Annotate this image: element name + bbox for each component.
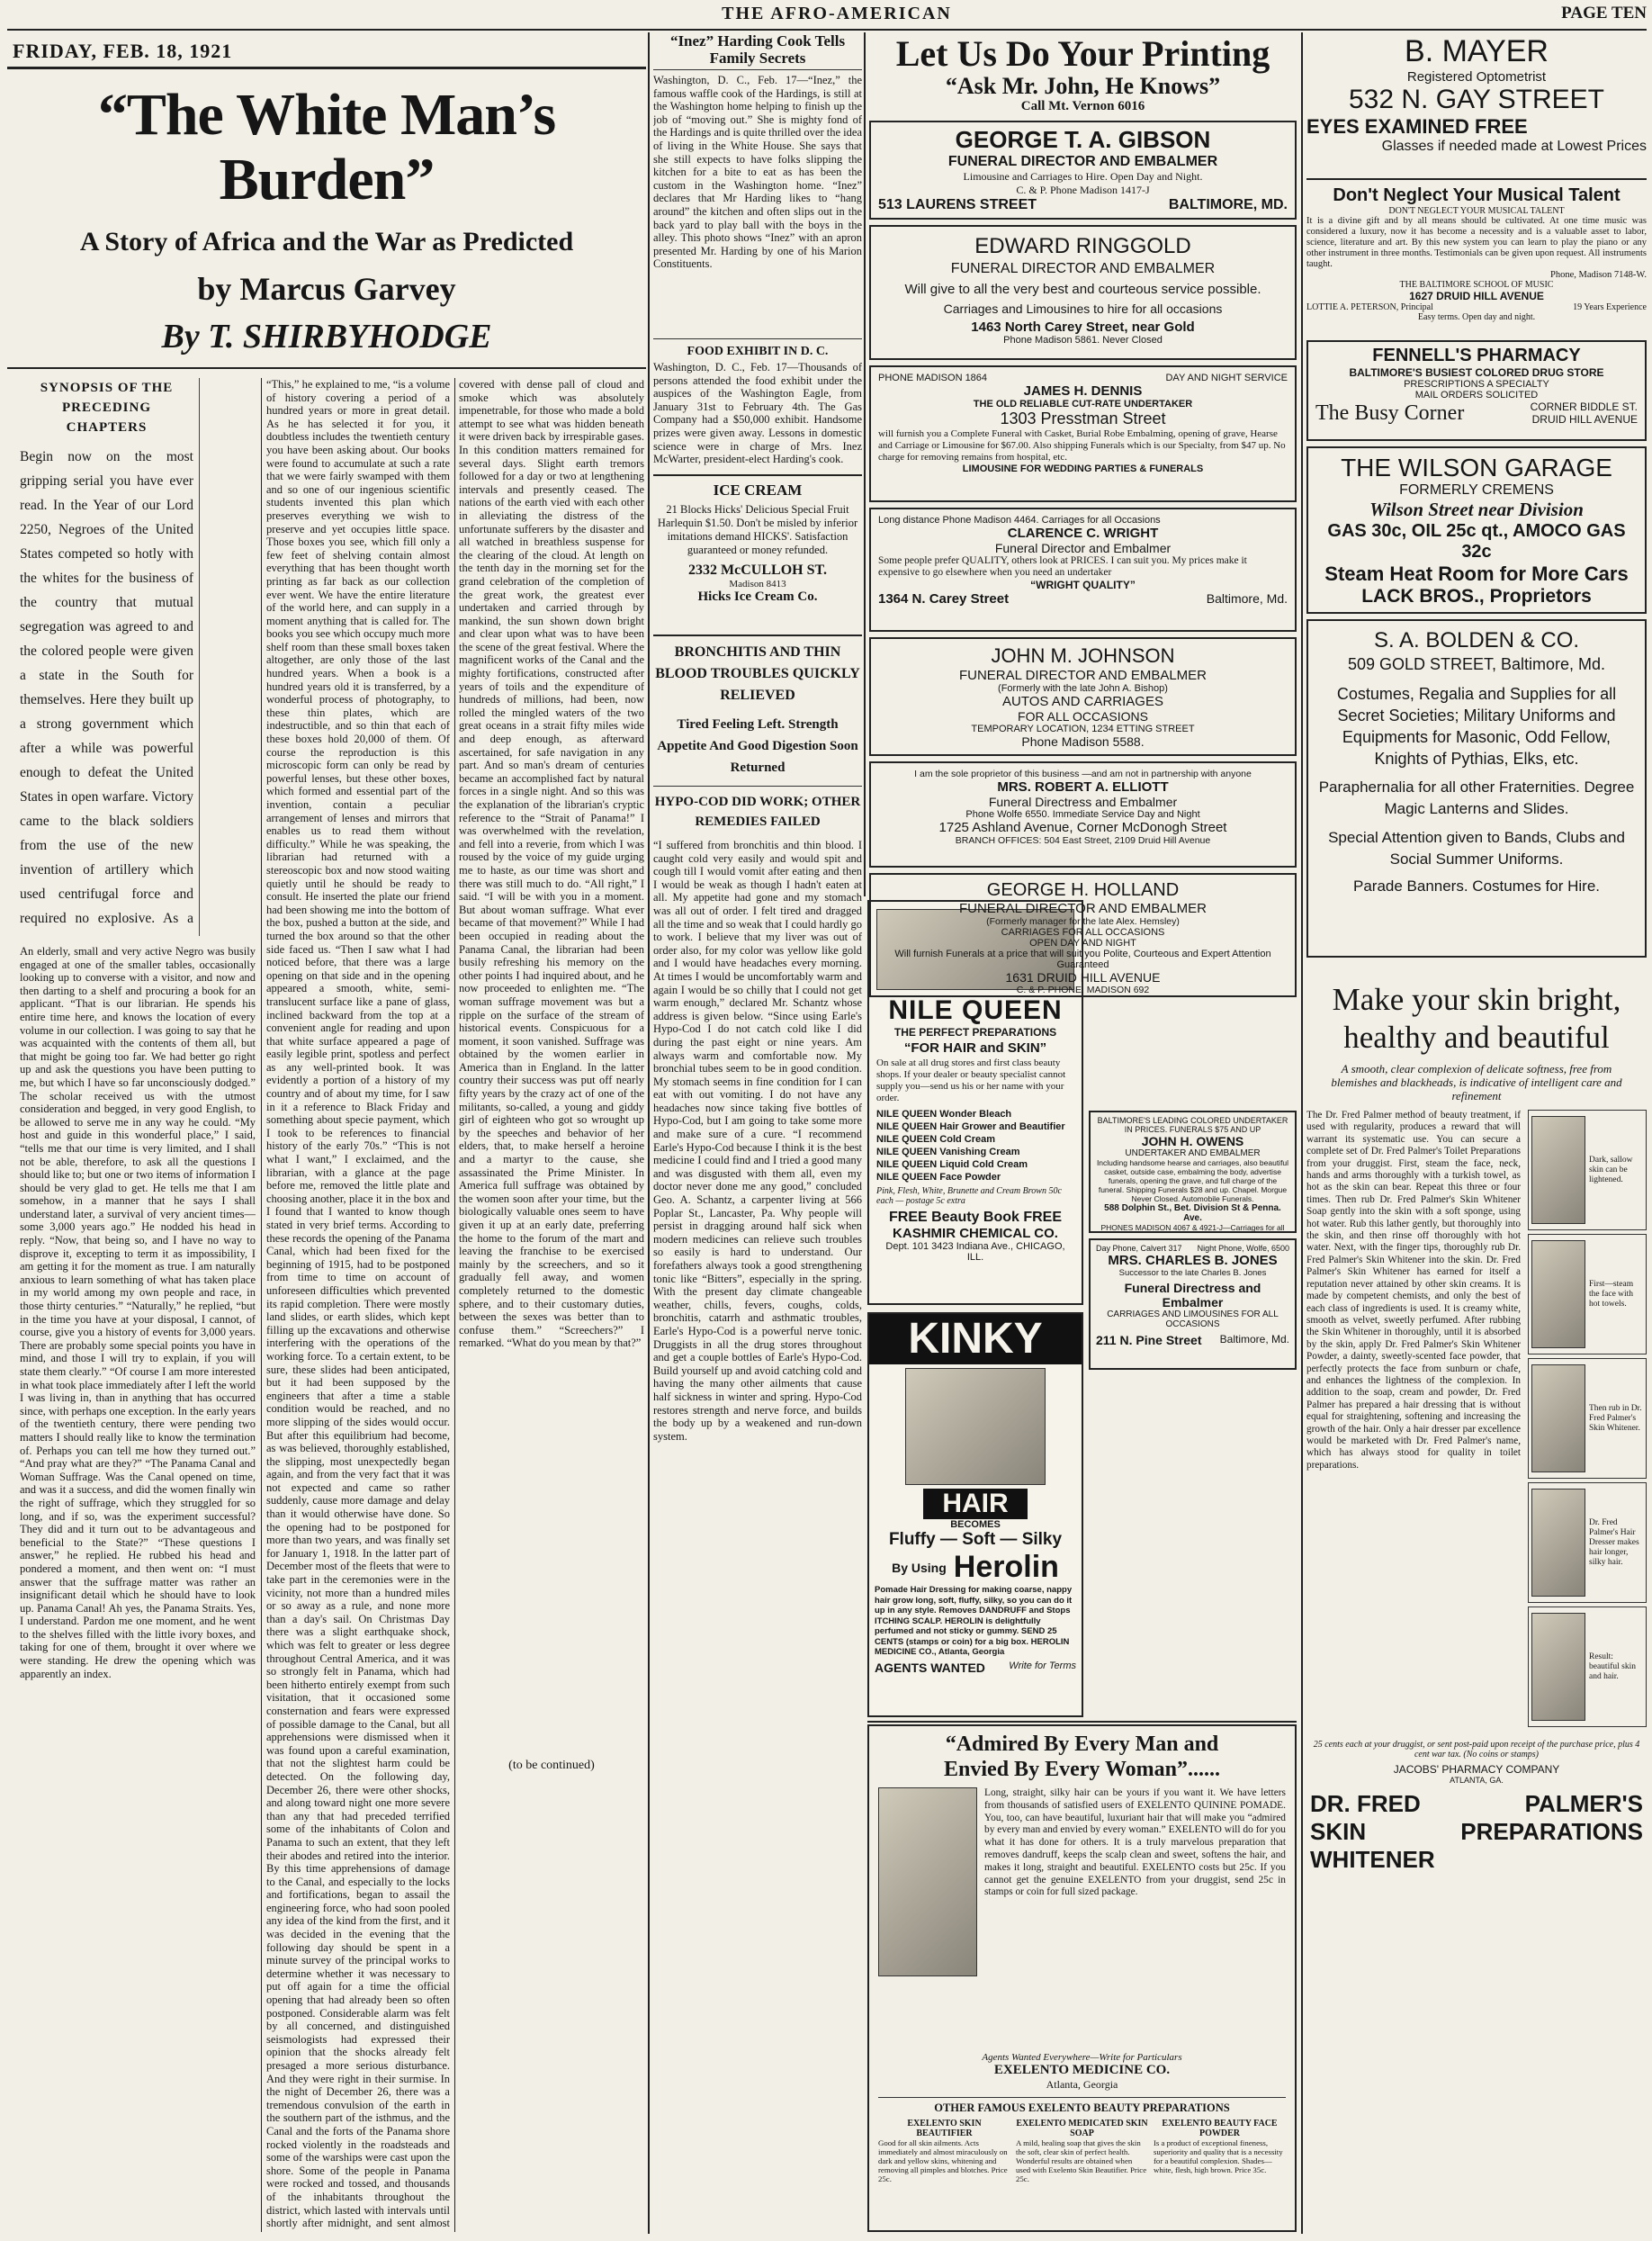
printing-title: Let Us Do Your Printing [895, 34, 1270, 74]
exelento-ad-box [867, 1724, 1297, 2232]
wilson-street: Wilson Street near Division [1369, 499, 1584, 520]
synopsis [20, 378, 200, 936]
ringgold-phone: Phone Madison 5861. Never Closed [1003, 335, 1163, 346]
fennell-ad [1306, 340, 1647, 441]
inez-article: Washington, D. C., Feb. 17—“Inez,” the famous waffle cook of the Hardings, is still at the Washington home helping to finish up the job of “moving out.” She is mighty fond of the Hardings and is quite thrilled over the idea of living in the White House. She says that she still expects to have folks slipping the kitchen for a bite to eat as has been the custom in the Washington home. “Inez” declares that Mr Harding likes to “hang around” the kitchen and often slips out in the back yard to play ball with the boys in the alley. This photo shows “Inez” with an apron presented Mr. Harding by one of his Marion Constituents. [653, 74, 862, 271]
gibson-city: BALTIMORE, MD. [1168, 197, 1288, 212]
jones-title: Funeral Directress and Embalmer [1124, 1281, 1261, 1310]
owens-ad [1089, 1111, 1297, 1233]
nile-queen-tagline: “FOR HAIR and SKIN” [903, 1040, 1047, 1056]
exelento-headline-1: “Admired By Every Man and [945, 1732, 1219, 1756]
wright-city: Baltimore, Md. [1206, 591, 1288, 606]
wilson-garage-ad [1306, 446, 1647, 614]
dennis-address: 1303 Presstman Street [1000, 410, 1166, 428]
fennell-prescriptions: PRESCRIPTIONS A SPECIALTY [1404, 379, 1549, 390]
ice-cream-phone: Madison 8413 [729, 579, 786, 590]
palmer-illustration [1528, 1234, 1647, 1354]
herolin-ad [867, 1312, 1083, 1717]
palmer-illustration [1528, 1358, 1647, 1479]
mayer-glasses: Glasses if needed made at Lowest Prices [1381, 139, 1647, 154]
ice-cream-company: Hicks Ice Cream Co. [697, 590, 818, 604]
palmer-illustration-caption: Dr. Fred Palmer's Hair Dresser makes hair longer, silky hair. [1589, 1517, 1639, 1567]
exelento-beautifier-text: Good for all skin ailments. Acts immediately and almost miraculously on dark and yellow skins, whitening and removing all pimples and blotches. Price 25c. [878, 2138, 1008, 2183]
owens-address: 588 Dolphin St., Bet. Division St & Penna. Ave. [1104, 1203, 1281, 1223]
ice-cream-text: 21 Blocks Hicks' Delicious Special Fruit Harlequin $1.50. Don't be misled by inferior imitations demand HICKS'. Satisfaction guaranteed or money refunded. [657, 503, 858, 556]
jones-name: MRS. CHARLES B. JONES [1108, 1253, 1278, 1268]
music-subhead: DON'T NEGLECT YOUR MUSICAL TALENT [1388, 206, 1565, 216]
gibson-hire: Limousine and Carriages to Hire. Open Day and Night. [963, 170, 1203, 183]
music-principal: LOTTIE A. PETERSON, Principal [1306, 302, 1433, 312]
wilson-gas: GAS 30c, OIL 25c qt., AMOCO GAS 32c [1327, 521, 1626, 562]
dennis-name: JAMES H. DENNIS [1023, 383, 1143, 399]
ringgold-service: Will give to all the very best and courteous service possible. [904, 282, 1261, 297]
ringgold-address: 1463 North Carey Street, near Gold [971, 320, 1195, 335]
jones-ad [1089, 1238, 1297, 1370]
johnson-occasions: FOR ALL OCCASIONS [1018, 709, 1148, 724]
wilson-name: THE WILSON GARAGE [1341, 454, 1612, 482]
exelento-powder-name: EXELENTO BEAUTY FACE POWDER [1162, 2119, 1278, 2138]
elliott-title: Funeral Directress and Embalmer [988, 795, 1178, 809]
exelento-company: EXELENTO MEDICINE CO. [993, 2063, 1171, 2077]
dennis-ad [869, 365, 1297, 502]
mayer-ad [1306, 34, 1647, 178]
nile-queen-product: NILE QUEEN Wonder Bleach [876, 1109, 1012, 1120]
dennis-limousine: LIMOUSINE FOR WEDDING PARTIES & FUNERALS [962, 464, 1204, 474]
dennis-phone: PHONE MADISON 1864 [878, 373, 988, 383]
news-column [653, 32, 862, 2234]
mayer-title: Registered Optometrist [1406, 69, 1547, 85]
herolin-agents: AGENTS WANTED [875, 1660, 985, 1675]
gibson-title: FUNERAL DIRECTOR AND EMBALMER [947, 154, 1218, 169]
funeral-column [869, 34, 1297, 1105]
exelento-portrait [878, 1787, 977, 1976]
owens-name: JOHN H. OWENS [1141, 1134, 1244, 1148]
story-subtitle: A Story of Africa and the War as Predicted [79, 227, 574, 256]
mayer-address: 532 N. GAY STREET [1349, 85, 1604, 114]
bronchitis-headline: BRONCHITIS AND THIN BLOOD TROUBLES QUICKLY RELIEVED [655, 644, 860, 703]
palmer-company: JACOBS' PHARMACY COMPANY [1393, 1763, 1560, 1776]
story-column-1: An elderly, small and very active Negro was busily engaged at one of the smaller tables, occasionally looking up to converse with a visitor, and now and then darting to a shelf and procuring a book for an applicant. “That is our librarian. He spends his entire time here, and knows the location of every volume in our collection. I was going to say that he was acquainted with the contents of them all, but that might be going too far. We had better go right up and ask the questions you have been putting to me, but which I have so far unconsciously dodged.” The scholar received us with the utmost consideration and begged, in very good English, to be allowed to serve me in any way he could. “My host and guide in this wonderful place,” I said, “tells me that our time is very limited, and I shall not be able, therefore, to ask all the questions I should like to; but one or two items of information I should be very glad to get. He tells me that I am somehow, in a manner that he says I shall understand later, a survival of very ancient times—some 3,000 years ago.” He nodded his head in reply. “Now, that being so, and I have no way to disprove it, excepting to term it as impossibility, I am getting it for the moment as true. I am naturally anxious to learn something of what has taken place in my world among my own people and race, in those thirty centuries.” “Naturally,” he replied, “but in the time you have at your disposal, I cannot, of course, give you a history of events for 3,000 years. There are probably some special points you have in mind, and those I will try to explain, if you will state them clearly.” “Of course I am more interested in what took place immediately after I left the world I was living in, than in anything that has occurred since, with perhaps one exception. In the early years of the twentieth century, there were pending two matters I should really like to know the termination of. Perhaps you can tell me how they turned out.” “And pray what are they?” “The Panama Canal and Woman Suffrage. Was the Canal opened on time, and was it a success, and did the women finally win the right of suffrage, which they struggled for so long, and if so, was the experiment successful? They did and it turn out to be advantageous and beneficial to the State?” “These questions I answer,” he replied. He rubbed his head and pondered a moment, and then went on: “I must answer that the suffrage matter was rather an insignificant detail which he should have to look up. Panama Canal! Ah yes, the Panama Straits. Yes, I understand. Pardon me one moment, and he went to the shelves filled with the little ivory boxes, and taking for one of them, brought it over where we were standing. He drew the opening which was apparently an index. [20, 945, 256, 1680]
holland-phone: C. & P. PHONE, MADISON 692 [1016, 985, 1150, 995]
palmer-illustration-image [1531, 1364, 1585, 1472]
printing-ad [869, 34, 1297, 119]
bronchitis-subhead: Tired Feeling Left. Strength Appetite And Good Digestion Soon Returned [657, 717, 858, 775]
music-text: It is a divine gift and by all means should be cultivated. At one time music was considered a luxury, now it has become a necessity and is a valuable asset to labor, science, literature and art. By this new system you can learn to play the piano or any other instrument in three months. Testimonials can be given upon request. All instruments taught. [1306, 216, 1647, 269]
music-phone: Phone, Madison 7148-W. [1550, 270, 1647, 280]
hypo-cod-testimonial: “I suffered from bronchitis and thin blood. I caught cold very easily and would spit and cough till I would vomit after eating and then I would be weak as though I hadn't eaten at all. My appetite had gone and my stomach was all out of order. I felt tired and dragged all the time and so weak that I could hardly go to work. I believe that my liver was out of order also, for my color was yellow like gold and I would have headaches every morning. At times I would be uncomfortably warm and again I would be so chilly that I could not get warm enough,” declared Mr. Schantz whose address is given below. “Since using Earle's Hypo-Cod I do not catch cold like I did during the past eight or nine years. Am always warm and comfortable now. My bronchial tubes seem to be in good condition. My stomach seems in fine condition for I can eat with out vomiting. I do not have any headaches now since taking five bottles of Hypo-Cod, but I am going to take some more and make sure of a cure. “I recommend Earle's Hypo-Cod because I think it is the best medicine I could find and I tried a good many and was disgusted with them all, even my doctor never done me any good,” concluded Geo. A. Schantz, a carpenter living at 566 Poplar St., Lancaster, Pa. Why people will persist in dragging around half sick when modern medicines can relieve such troubles so easily is hard to understand. Our forefathers always took a good strengthening tonic like “Bitters”, especially in the spring. With the present day climate changeable weather, chills, fevers, coughs, colds, bronchitis, catarrh and asthmatic troubles, Earle's Hypo-Cod is a powerful nerve tonic. Druggists in all the drug stores throughout and get a couple bottles of Earle's Hypo-Cod. Build yourself up and avoid catching cold and having the many other ailments that cause half sickness in winter and spring. Hypo-Cod restores strength and nerve force, and builds the body up by a weakened and run-down system. [653, 839, 862, 1443]
ringgold-name: EDWARD RINGGOLD [974, 234, 1191, 258]
bolden-address: 509 GOLD STREET, Baltimore, Md. [1347, 655, 1606, 673]
synopsis-text: Begin now on the most gripping serial you have ever read. In the Year of our Lord 2250, Negroes of the United States competed so hotly with the whites for the business of the country that mutual segregation was agreed to and the colored people were given a state in the South for themselves. Here they built up a strong government which after a while was powerful enough to defeat the United States in open warfare. Victory came to the black soldiers from the use of the new invention of artillery which used centrifugal force and required no explosive. As a [20, 449, 193, 926]
palmer-ad [1306, 981, 1647, 2205]
johnson-phone: Phone Madison 5588. [1021, 734, 1145, 749]
nile-queen-title: NILE QUEEN [888, 995, 1063, 1025]
kinky-fluffy: Fluffy — Soft — Silky [888, 1530, 1063, 1549]
nile-queen-products [876, 1108, 1074, 1184]
ice-cream-address: 2332 McCULLOH ST. [688, 562, 827, 578]
bolden-bands: Special Attention given to Bands, Clubs and Social Summer Uniforms. [1328, 829, 1625, 868]
palmer-brand-dr-fred: DR. FRED [1310, 1790, 1421, 1817]
gibson-name: GEORGE T. A. GIBSON [955, 126, 1211, 153]
palmer-brand-preparations: PREPARATIONS [1460, 1818, 1643, 1845]
exelento-agents: Agents Wanted Everywhere—Write for Particulars [982, 2052, 1182, 2063]
palmer-illustrations [1528, 1110, 1647, 1731]
story-title: “The White Man’s Burden” [97, 82, 556, 212]
palmer-brand-skin-whitener: SKIN WHITENER [1310, 1818, 1435, 1873]
jones-night-phone: Night Phone, Wolfe, 6500 [1197, 1244, 1289, 1253]
johnson-name: JOHN M. JOHNSON [991, 644, 1175, 667]
elliott-address: 1725 Ashland Avenue, Corner McDonogh Street [938, 820, 1227, 835]
wright-address: 1364 N. Carey Street [878, 591, 1010, 607]
ringgold-title: FUNERAL DIRECTOR AND EMBALMER [950, 261, 1216, 276]
mayer-name: B. MAYER [1405, 34, 1549, 68]
dennis-tagline: THE OLD RELIABLE CUT-RATE UNDERTAKER [973, 399, 1193, 410]
mayer-eyes: EYES EXAMINED FREE [1306, 115, 1528, 138]
exelento-headline-2: Envied By Every Woman”...... [944, 1758, 1220, 1781]
ice-cream-headline: ICE CREAM [713, 482, 803, 499]
story-byline-author: by Marcus Garvey [197, 271, 456, 307]
elliott-ad [869, 761, 1297, 868]
music-headline: Don't Neglect Your Musical Talent [1333, 185, 1621, 205]
holland-carriages: CARRIAGES FOR ALL OCCASIONS [1001, 927, 1165, 938]
printing-phone: Call Mt. Vernon 6016 [1020, 99, 1145, 113]
kinky-hair: HAIR [923, 1489, 1028, 1519]
holland-ad [869, 873, 1297, 997]
ringgold-ad [869, 225, 1297, 360]
nile-queen-company: KASHMIR CHEMICAL CO. [893, 1226, 1058, 1241]
nile-queen-address: Dept. 101 3423 Indiana Ave., CHICAGO, ILL. [885, 1241, 1065, 1263]
wright-title: Funeral Director and Embalmer [994, 541, 1172, 555]
music-experience: 19 Years Experience [1573, 302, 1647, 312]
music-ad [1306, 178, 1647, 337]
paper-name: THE AFRO-AMERICAN [722, 4, 952, 23]
palmer-illustration-image [1531, 1613, 1585, 1721]
owens-phone: PHONES MADISON 4067 & 4921-J—Carriages for all [1100, 1223, 1285, 1232]
owens-tagline: BALTIMORE'S LEADING COLORED UNDERTAKER IN PRICES. FUNERALS $75 AND UP [1097, 1116, 1288, 1134]
printing-tagline: “Ask Mr. John, He Knows” [945, 73, 1221, 99]
palmer-brand-palmers: PALMER'S [1524, 1790, 1643, 1817]
jones-address: 211 N. Pine Street [1096, 1333, 1202, 1347]
wright-text: Some people prefer QUALITY, others look at PRICES. I can suit you. My prices make it expensive to go elsewhere when you need an undertaker [878, 555, 1247, 578]
story-header [7, 74, 646, 362]
fennell-location: CORNER BIDDLE ST. DRUID HILL AVENUE [1530, 400, 1638, 426]
palmer-city: ATLANTA, GA. [1450, 1776, 1504, 1785]
exelento-beautifier-name: EXELENTO SKIN BEAUTIFIER [907, 2119, 982, 2138]
kinky-title: KINKY [869, 1314, 1082, 1364]
dennis-text: will furnish you a Complete Funeral with Casket, Burial Robe Embalming, opening of grave, Hearse and Carriage or Limousine for $67.00. Also shipping Funerals which is our Specialty, from $47 up. No charge for removing remains from hospital, etc. [878, 428, 1286, 463]
johnson-title: FUNERAL DIRECTOR AND EMBALMER [958, 668, 1208, 683]
nile-queen-text: On sale at all drug stores and first class beauty shops. If your dealer or beauty specialist cannot supply you—send us his or her name with your order. [876, 1058, 1066, 1103]
ringgold-carriages: Carriages and Limousines to hire for all occasions [943, 302, 1223, 316]
exelento-powder-text: Is a product of exceptional fineness, superiority and quality that is a necessity for a beautiful complexion. Shades—white, flesh, high brown. Price 35c. [1154, 2138, 1283, 2174]
holland-title: FUNERAL DIRECTOR AND EMBALMER [958, 901, 1208, 916]
palmer-illustration-caption: Dark, sallow skin can be lightened. [1589, 1155, 1633, 1184]
nile-queen-product: NILE QUEEN Liquid Cold Cream [876, 1159, 1028, 1170]
herolin-text: Pomade Hair Dressing for making coarse, nappy hair grow long, soft, fluffy, silky, so you can do it up in any style. Removes DANDRUFF and Stops ITCHING SCALP. HEROLIN is delightfully perfumed and not sticky or gummy. SEND 25 CENTS (stamps or coin) for a big box. HEROLIN MEDICINE CO., Atlanta, Georgia [875, 1585, 1073, 1657]
herolin-brand: Herolin [953, 1550, 1059, 1584]
right-column [1306, 34, 1647, 2234]
dennis-service: DAY AND NIGHT SERVICE [1165, 373, 1288, 383]
elliott-proprietor: I am the sole proprietor of this business —and am not in partnership with anyone [914, 769, 1252, 779]
elliott-branches: BRANCH OFFICES: 504 East Street, 2109 Druid Hill Avenue [955, 835, 1211, 846]
palmer-price: 25 cents each at your druggist, or sent post-paid upon receipt of the purchase price, plus 4 cent war tax. (No coins or stamps) [1313, 1740, 1640, 1760]
palmer-illustration-caption: Result: beautiful skin and hair. [1589, 1652, 1636, 1681]
wilson-proprietors: LACK BROS., Proprietors [1361, 586, 1592, 607]
jones-day-phone: Day Phone, Calvert 317 [1096, 1244, 1182, 1253]
nile-queen-product: NILE QUEEN Hair Grower and Beautifier [876, 1121, 1065, 1132]
food-exhibit-headline: FOOD EXHIBIT IN D. C. [653, 338, 862, 359]
holland-name: GEORGE H. HOLLAND [986, 880, 1180, 900]
owens-text: Including handsome hearse and carriages, also beautiful casket, outside case, embalming the body, advertise funerals, opening the grave, and full charge of the funeral. Shipping Funerals $28 and up. Chapel. Morgue Never Closed. Automobile Funerals. [1096, 1158, 1289, 1203]
owens-title: UNDERTAKER AND EMBALMER [1125, 1148, 1261, 1158]
nile-queen-product: NILE QUEEN Cold Cream [876, 1134, 996, 1145]
johnson-location: TEMPORARY LOCATION, 1234 ETTING STREET [971, 724, 1195, 734]
palmer-illustration-caption: Then rub in Dr. Fred Palmer's Skin Whitener. [1589, 1403, 1642, 1433]
nile-queen-prices: Pink, Flesh, White, Brunette and Cream Brown 50c each — postage 5c extra [876, 1186, 1062, 1206]
fennell-tagline: BALTIMORE'S BUSIEST COLORED DRUG STORE [1349, 366, 1604, 379]
music-school: THE BALTIMORE SCHOOL OF MUSIC [1399, 280, 1554, 290]
bolden-costumes: Costumes, Regalia and Supplies for all Secret Societies; Military Uniforms and Equipments for Masonic, Odd Fellow, Knights of Pythias, Elks, etc. [1336, 685, 1617, 768]
wright-phone: Long distance Phone Madison 4464. Carriages for all Occasions [878, 515, 1161, 526]
nile-queen-subtitle: THE PERFECT PREPARATIONS [893, 1026, 1057, 1039]
story-column-3: covered with dense pall of cloud and smoke which was absolutely impenetrable, for those who made a bold attempt to see what was hidden beneath it were driven back by irrespirable gases. In this condition matters remained for several days. Slight earth tremors followed for a day or two at lengthening intervals and presently ceased. The nations of the earth vied with each other in alleviating the distress of the unfortunate sufferers by the disaster and all watched in breathless suspense for the clearing of the cloud. At length on the tenth day in the morning set for the grand celebration of the completion of the great work, the greatest ever undertaken and carried through by mankind, the sun shown down bright and clear upon what was to have been the scene of the great festival. Where the magnificent works of the Canal and the mighty fortifications, constructed after years of toils and the expenditure of hundreds of millions, had been, now rolled the mingled waters of the two great oceans in a strait fifty miles wide and deep enough, as afterward ascertained, for safe navigation in any part. And so man's dream of centuries became an accomplished fact by natural forces in a single night. And so this was the explanation of the librarian's cryptic reference to the “Strait of Panama!” I was overwhelmed with the revelation, and fell into a reverie, from which I was roused by the voice of my guide urging me to haste, as our time was short and there was still much to do. “All right,” I said. “I will be with you in a moment. But about woman suffrage. What ever became of that movement?” While I had been occupied in reading about the Panama Canal, the librarian had been busily refreshing his memory on the other points I had inquired about, and he now proceeded to enlighten me. “The woman suffrage movement was but a ripple on the surface of the stream of historical events. Conspicuous for a moment, it soon vanished. Suffrage was obtained by the women earlier in America than in England. In the latter country their success was put off nearly fifty years by the crazy act of one of the militants, so-called, a young and giddy girl of eighteen who got so wrought up by the speeches and behavior of her elders, that, to make herself a heroine and a martyr to the cause, she assassinated the Prime Minister. In America full suffrage was obtained by the women soon after your time, but the biologically valuable ones seem to have given it up at an early date, preferring the home to the forum of the mart and leaving the franchise to be exercised mainly by the screechers, and so it gradually fell away, and women completely returned to the domestic sphere, and to their customary duties, between the sexes was better than to confuse them.” “Screechers?” I remarked. “What do you mean by that?” [459, 378, 644, 1350]
palmer-illustration-image [1531, 1240, 1585, 1348]
page-number: PAGE TEN [1561, 4, 1647, 22]
kinky-by-using: By Using [892, 1560, 947, 1575]
exelento-soap-text: A mild, healing soap that gives the skin the soft, clear skin of perfect health. Wonderful results are obtained when used with Exelento Skin Beautifier. Price 25c. [1016, 2138, 1147, 2183]
exelento-city: Atlanta, Georgia [1046, 2078, 1118, 2091]
gibson-phone: C. & P. Phone Madison 1417-J [1016, 184, 1150, 196]
holland-formerly: (Formerly manager for the late Alex. Hemsley) [986, 916, 1180, 927]
issue-date: FRIDAY, FEB. 18, 1921 [13, 40, 233, 62]
jones-city: Baltimore, Md. [1219, 1333, 1289, 1346]
holland-address: 1631 DRUID HILL AVENUE [1005, 970, 1161, 985]
bolden-ad [1306, 619, 1647, 958]
wright-name: CLARENCE C. WRIGHT [1007, 526, 1159, 541]
palmer-illustration [1528, 1482, 1647, 1603]
exelento-text: Long, straight, silky hair can be yours if you want it. We have letters from thousands of satisfied users of EXELENTO QUININE POMADE. You, too, can have beautiful, luxuriant hair that will make you “admired by every man and envied by every woman.” EXELENTO will do for you what it has done for others. It is a truly marvelous preparation that removes dandruff, keeps the scalp clean and sweet, softens the hair, and makes it long, straight and beautiful. EXELENTO costs but 25c. If you cannot get the genuine EXELENTO from your druggist, send 25c in stamps or coin for full sized package. [984, 1787, 1286, 1898]
palmer-text: The Dr. Fred Palmer method of beauty treatment, if used with regularity, produces a reward that will warrant its systematic use. You can secure a complete set of Dr. Fred Palmer's Toilet Preparations from your druggist. First, steam the face, neck, hands and arms thoroughly with a turkish towel, as hot as the skin can bear. Repeat this three or four times. Then rub Dr. Fred Palmer's Skin Whitener Soap gently into the skin with a soft sponge, using hot water. Rub this lather gently, but thoroughly into the skin, and then rinse off thoroughly with hot water. Next, with the finger tips, thoroughly rub Dr. Fred Palmer's Skin Whitener into the skin. Dr. Fred Palmer's Skin Whitener has earned for itself a reputation never attained by other skin creams. It is made by competent chemists, and only the best of each class of ingredients is used. It is creamy white, smooth as velvet, sweetly perfumed. After rubbing the Skin Whitener in thoroughly, until it is absorbed by the skin, apply Dr. Fred Palmer's Skin Whitener Powder, a dainty, sweetly-scented face powder, that perfectly protects the face from sunburn or chafe, and enhances the lightness of the complexion. In addition to the soap, cream and powder, Dr. Fred Palmer has prepared a hair dressing that is without equal for straightening, softening and increasing the growth of the hair. Only a hair dresser par excellence would be marketed with Dr. Fred Palmer's name, which has always stood for quality in toilet preparations. [1306, 1110, 1521, 1471]
johnson-autos: AUTOS AND CARRIAGES [1002, 694, 1163, 709]
synopsis-heading: SYNOPSIS OF THE PRECEDING CHAPTERS [40, 381, 174, 435]
elliott-name: MRS. ROBERT A. ELLIOTT [997, 779, 1169, 795]
holland-open: OPEN DAY AND NIGHT [1029, 938, 1136, 949]
holland-text: Will furnish Funerals at a price that will suit you Polite, Courteous and Expert Attention Guaranteed [894, 949, 1271, 970]
johnson-ad [869, 637, 1297, 756]
palmer-illustration-image [1531, 1116, 1585, 1224]
music-address: 1627 DRUID HILL AVENUE [1409, 290, 1544, 302]
bolden-banners: Parade Banners. Costumes for Hire. [1352, 878, 1600, 895]
kinky-becomes: BECOMES [950, 1519, 1001, 1530]
gibson-address: 513 LAURENS STREET [878, 197, 1037, 212]
wright-quality: “WRIGHT QUALITY” [1030, 579, 1136, 591]
palmer-headline: Make your skin bright, healthy and beautiful [1332, 982, 1621, 1055]
jones-carriages: CARRIAGES AND LIMOUSINES FOR ALL OCCASIONS [1107, 1310, 1279, 1329]
jones-successor: Successor to the late Charles B. Jones [1118, 1268, 1267, 1278]
exelento-other: OTHER FAMOUS EXELENTO BEAUTY PREPARATIONS [878, 2097, 1286, 2115]
palmer-illustration [1528, 1606, 1647, 1727]
story-continued: (to be continued) [508, 1759, 595, 1772]
nile-queen-free-book: FREE Beauty Book FREE [888, 1210, 1063, 1225]
bolden-name: S. A. BOLDEN & CO. [1373, 628, 1580, 652]
hypo-cod-ad [653, 634, 862, 1820]
elliott-phone: Phone Wolfe 6550. Immediate Service Day and Night [965, 809, 1200, 820]
wilson-steam: Steam Heat Room for More Cars [1324, 562, 1629, 585]
wright-ad [869, 508, 1297, 632]
nile-queen-product: NILE QUEEN Face Powder [876, 1172, 1001, 1183]
johnson-formerly: (Formerly with the late John A. Bishop) [998, 683, 1168, 694]
herolin-write: Write for Terms [1009, 1660, 1076, 1671]
gibson-ad [869, 121, 1297, 220]
palmer-illustration [1528, 1110, 1647, 1230]
story-byline-writer: By T. SHIRBYHODGE [161, 318, 492, 356]
story-column-2: “This,” he explained to me, “is a volume of history covering a period of a hundred years or more in great detail. As he has selected it for you, it doubtless includes the twentieth century you have been asking about. Our books were found to accumulate at such a rate that we were fairly swamped with them and so one of our ingenious scientific students invented this plan which preserves everything we wish to preserve and yet occupies little space. Those boxes you see, which fill only a few feet of shelving contain almost everything that has been thought worth printing as far back as our collection ever went. We have the entire literature of the world here, and can supply in a moment anything that is called for. The books you see which occupy much more shelf room than these small boxes taken altogether, are only those of the last hundred years. When a book is a hundred years old it is transferred, by a wonderful process of photography, to these thin plates, which are indestructible, and so thin that each of these boxes hold 20,000 of them. Of course the reproduction is this microscopic form can only be read by powerful lenses, but these other boxes, which formed and essential part of the invention, contain a peculiar arrangement of lenses and mirrors that enables us to read them without difficulty.” While he was speaking, the librarian had returned with a stereoscopic box and now stood waiting quietly until he should be ready to consult. He inserted the plate our friend had been showing me into the bottom of the box, pushed a button at the side, and turned the box around so that the other side faced us. “Then I saw what I had noticed before, that there was a large opening on that side and in the opening appeared a smooth, white, semi-translucent surface like a pane of glass, inclined backward from the top at a convenient angle for reading and upon that white surface appeared a page of easily legible print, spotless and perfect as any well-printed book. It was evidently a portion of a history of my country and of about my time, for I saw in it a reference to Black Friday and something about specie payment, which I took to be references to financial history of the early 70s.” “This is not what I want,” I exclaimed, and the librarian, with a glance at the page before me, removed the little plate and choosing another, place it in the box and I found that I wanted to know though stated in very brief terms. According to these records the opening of the Panama Canal, which had been fixed for the beginning of 1915, had to be postponed from time to time on account of unforeseen difficulties which prevented its rapid completion. There were mostly land slides, or earth slides, which kept filling up the excavations and otherwise interfering with the operations of the working force. To a certain extent, to be sure, these slides had been anticipated, but it had been supposed by the engineers that after a time a stable condition would be reached, and no more slipping of the sides would occur. But after this equilibrium had become, as was believed, thoroughly established, the slipping, most unexpectedly began again, and from the very fact that it was not expected and came so rather suddenly, cause more damage and delay than it would otherwise have done. So the opening had to be postponed for more than two years, and was finally set for January 1, 1918. In the latter part of December most of the fleets that were to take part in the ceremonies were in the vicinity, not more than a hundred miles or so away as a rule, and none more than a day's sail. On Christmas Day there was a slight earthquake shock, which was felt to greater or less degree throughout Central America, and it was so strongly felt in Panama, which had been hitherto entirely exempt from such visitation, that it occasioned some consternation and fears were expressed of possible damage to the Canal, but all apprehensions were dismissed when it was found upon a careful examination, that not the slightest harm could be detected. On the following day, December 26, there were other shocks, and along toward night one more severe than any that had preceded terrified some of the inhabitants of Colon and Panama to such an extent, that they left their abodes and retired into the interior. By this time apprehensions of damage to the Canal, and especially to the locks and fortifications, began to assail the engineering force, who had soon pooled any idea of the kind from the first, and it was decided in the evening that the following day should be spent in a minute survey of the principal works to determine whether it was necessary to put off again for a time the official opening that had already been so often postponed. Considerable alarm was felt by all concerned, and distinguished seismologists had expressed their opinion that the shocks already felt presaged a more serious disturbance. And they were right in their surmise. In the night of December 26, there was a tremendous convulsion of the earth in the southern part of the isthmus, and the Canal and the forts of the Panama shore rocked violently in the roadsteads and some of the warships were cast upon the shore. Some of the people in Panama were rocked and tossed, and thousands of the inhabitants throughout the district, which lasted with intervals until shortly after midnight, and sent almost [266, 378, 450, 2230]
fennell-busy-corner: The Busy Corner [1315, 400, 1465, 425]
exelento-soap-name: EXELENTO MEDICATED SKIN SOAP [1016, 2119, 1148, 2138]
fennell-mail: MAIL ORDERS SOLICITED [1414, 390, 1539, 400]
wilson-formerly: FORMERLY CREMENS [1399, 482, 1554, 498]
fennell-name: FENNELL'S PHARMACY [1372, 346, 1581, 365]
inez-headline: “Inez” Harding Cook Tells Family Secrets [653, 32, 862, 70]
ice-cream-ad [653, 474, 862, 627]
music-terms: Easy terms. Open day and night. [1417, 312, 1536, 322]
palmer-subhead: A smooth, clear complexion of delicate softness, free from blemishes and blackheads, is indicative of intelligent care and refinement [1331, 1062, 1622, 1102]
bolden-paraphernalia: Paraphernalia for all other Fraternities. Degree Magic Lanterns and Slides. [1318, 778, 1635, 817]
hypo-cod-headline: HYPO-COD DID WORK; OTHER REMEDIES FAILED [653, 786, 862, 832]
palmer-illustration-image [1531, 1489, 1585, 1597]
nile-queen-product: NILE QUEEN Vanishing Cream [876, 1147, 1020, 1157]
food-exhibit-article: Washington, D. C., Feb. 17—Thousands of persons attended the food exhibit under the auspices of the Washington Eagle, from January 31st to February 4th. The Gas Company had a $50,000 exhibit. Handsome prizes were given away. Lessons in domestic science were in charge of Mrs. Inez McWarter, president-elect Harding's cook. [653, 361, 862, 466]
herolin-portrait [905, 1368, 1046, 1485]
palmer-illustration-caption: First—steam the face with hot towels. [1589, 1279, 1634, 1309]
